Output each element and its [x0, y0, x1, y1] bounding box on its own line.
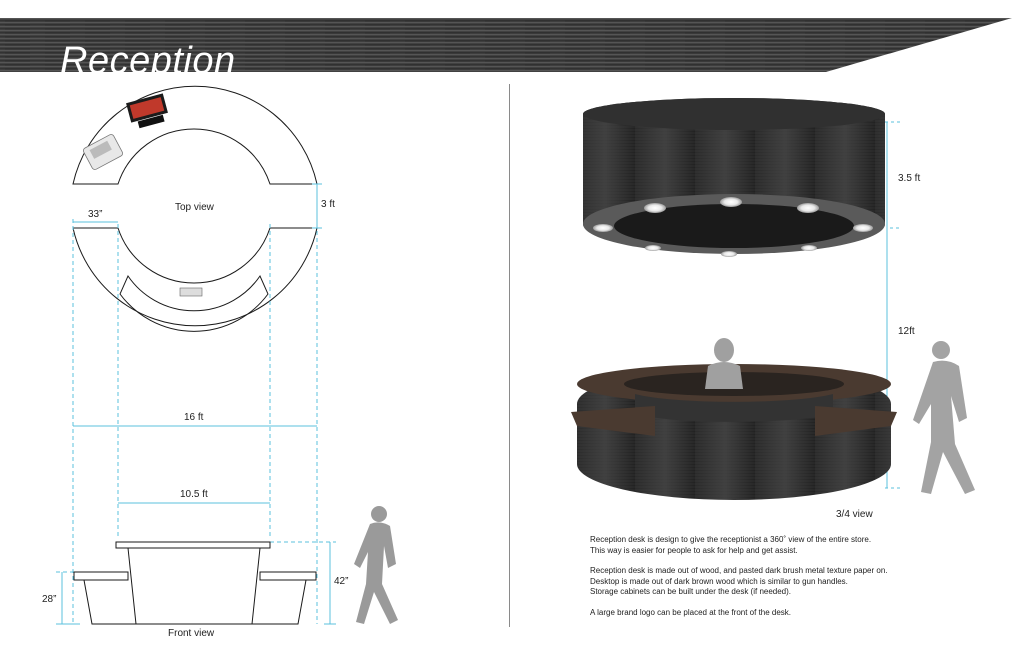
counter-device-icon [180, 288, 202, 296]
top-view-inner-counter [120, 276, 268, 331]
human-figure-icon [354, 506, 398, 624]
front-view-desk [74, 542, 316, 624]
dim-canopy: 3.5 ft [898, 173, 921, 184]
technical-drawing [0, 84, 505, 654]
description-text [590, 535, 910, 628]
dim-clearance: 12ft [898, 326, 915, 337]
human-figure-icon-right [913, 341, 975, 494]
front-view-label: Front view [168, 628, 215, 639]
top-view-label: Top view [175, 202, 214, 213]
rendering-3-4-view [515, 84, 1020, 534]
dim-outer: 16 ft [184, 412, 204, 423]
reception-desk-render [571, 338, 897, 500]
dim-height-desk: 42” [334, 576, 349, 587]
header-banner [0, 18, 1024, 82]
computer-icon [126, 93, 168, 128]
dim-width-33: 33” [88, 209, 103, 220]
description-paragraph-3: A large brand logo can be placed at the front of the desk. [590, 607, 792, 617]
view-34-label: 3/4 view [836, 509, 873, 520]
description-paragraph-2: Reception desk is made out of wood, and pasted dark brush metal texture paper on. Desktop is made out of dark brown wood which is similar to gun handles. Storage cabinets can be built under the desk (if needed). [590, 566, 888, 596]
page-title: Reception [60, 40, 236, 82]
ceiling-canopy [583, 98, 885, 257]
receptionist-figure-icon [705, 338, 743, 389]
description-paragraph-1: Reception desk is design to give the receptionist a 360˚ view of the entire store. This way is easier for people to ask for help and get assist. [590, 535, 872, 555]
panel-divider [509, 84, 510, 627]
dim-depth: 3 ft [321, 199, 335, 210]
dim-height-counter: 28” [42, 594, 57, 605]
printer-icon [82, 133, 123, 170]
dim-inner: 10.5 ft [180, 489, 208, 500]
